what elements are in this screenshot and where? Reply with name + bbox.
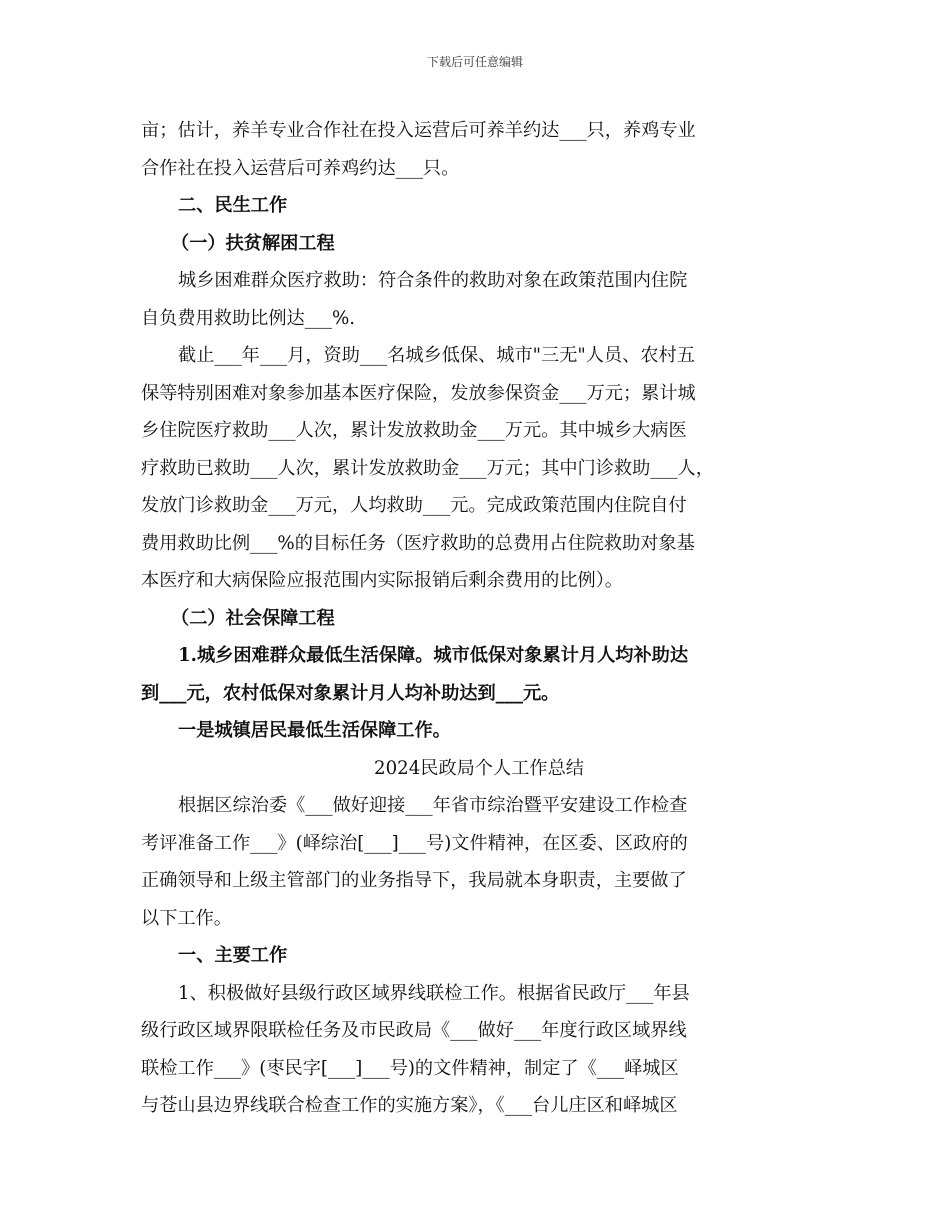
document-body (141, 112, 817, 1125)
paragraph-line: 级行政区域界限联检任务及市民政局《___做好___年度行政区域界线 (141, 1020, 687, 1041)
bold-paragraph-line: 到___元，农村低保对象累计月人均补助达到___元。 (141, 682, 560, 704)
paragraph-line: 合作社在投入运营后可养鸡约达___只。 (141, 157, 460, 179)
paragraph-line: 1、积极做好县级行政区域界线联检工作。根据省民政厅___年县 (178, 982, 690, 1004)
paragraph-line: 考评准备工作___》(峄综治[___]___号)文件精神，在区委、区政府的 (141, 832, 688, 854)
paragraph-line: 本医疗和大病保险应报范围内实际报销后剩余费用的比例）。 (141, 570, 623, 591)
paragraph-line: 联检工作___》(枣民字[___]___号)的文件精神，制定了《___峄城区 (141, 1057, 679, 1079)
subsection-heading: （二）社会保障工程 (171, 607, 335, 629)
paragraph-line: 乡住院医疗救助___人次，累计发放救助金___万元。其中城乡大病医 (141, 420, 687, 441)
paragraph-line: 正确领导和上级主管部门的业务指导下，我局就本身职责，主要做了 (141, 870, 687, 891)
paragraph-line: 截止___年___月，资助___名城乡低保、城市"三无"人员、农村五 (178, 345, 695, 366)
paragraph-line: 自负费用救助比例达___%. (141, 307, 356, 329)
section-heading: 一、主要工作 (178, 945, 288, 966)
paragraph-line: 亩；估计，养羊专业合作社在投入运营后可养羊约达___只，养鸡专业 (141, 120, 696, 141)
bold-paragraph-line: 1.城乡困难群众最低生活保障。城市低保对象累计月人均补助达 (178, 645, 689, 666)
page-header: 下载后可任意编辑 (426, 55, 523, 69)
paragraph-line: 以下工作。 (141, 907, 232, 929)
section-heading: 二、民生工作 (178, 195, 288, 216)
bold-paragraph-line: 一是城镇居民最低生活保障工作。 (178, 720, 451, 741)
document-title: 2024民政局个人工作总结 (374, 757, 584, 779)
paragraph-line: 保等特别困难对象参加基本医疗保险，发放参保资金___万元；累计城 (141, 382, 696, 404)
paragraph-line: 与苍山县边界线联合检查工作的实施方案》，《___台儿庄区和峄城区 (141, 1095, 678, 1116)
paragraph-line: 发放门诊救助金___万元，人均救助___元。完成政策范围内住院自付 (141, 495, 687, 516)
paragraph-line: 疗救助已救助___人次，累计发放救助金___万元；其中门诊救助___人， (141, 457, 714, 479)
paragraph-line: 费用救助比例___%的目标任务（医疗救助的总费用占住院救助对象基 (141, 532, 695, 554)
paragraph-line: 城乡困难群众医疗救助：符合条件的救助对象在政策范围内住院 (178, 270, 688, 291)
paragraph-line: 根据区综治委《___做好迎接___年省市综治暨平安建设工作检查 (178, 795, 688, 816)
subsection-heading: （一）扶贫解困工程 (171, 232, 335, 254)
